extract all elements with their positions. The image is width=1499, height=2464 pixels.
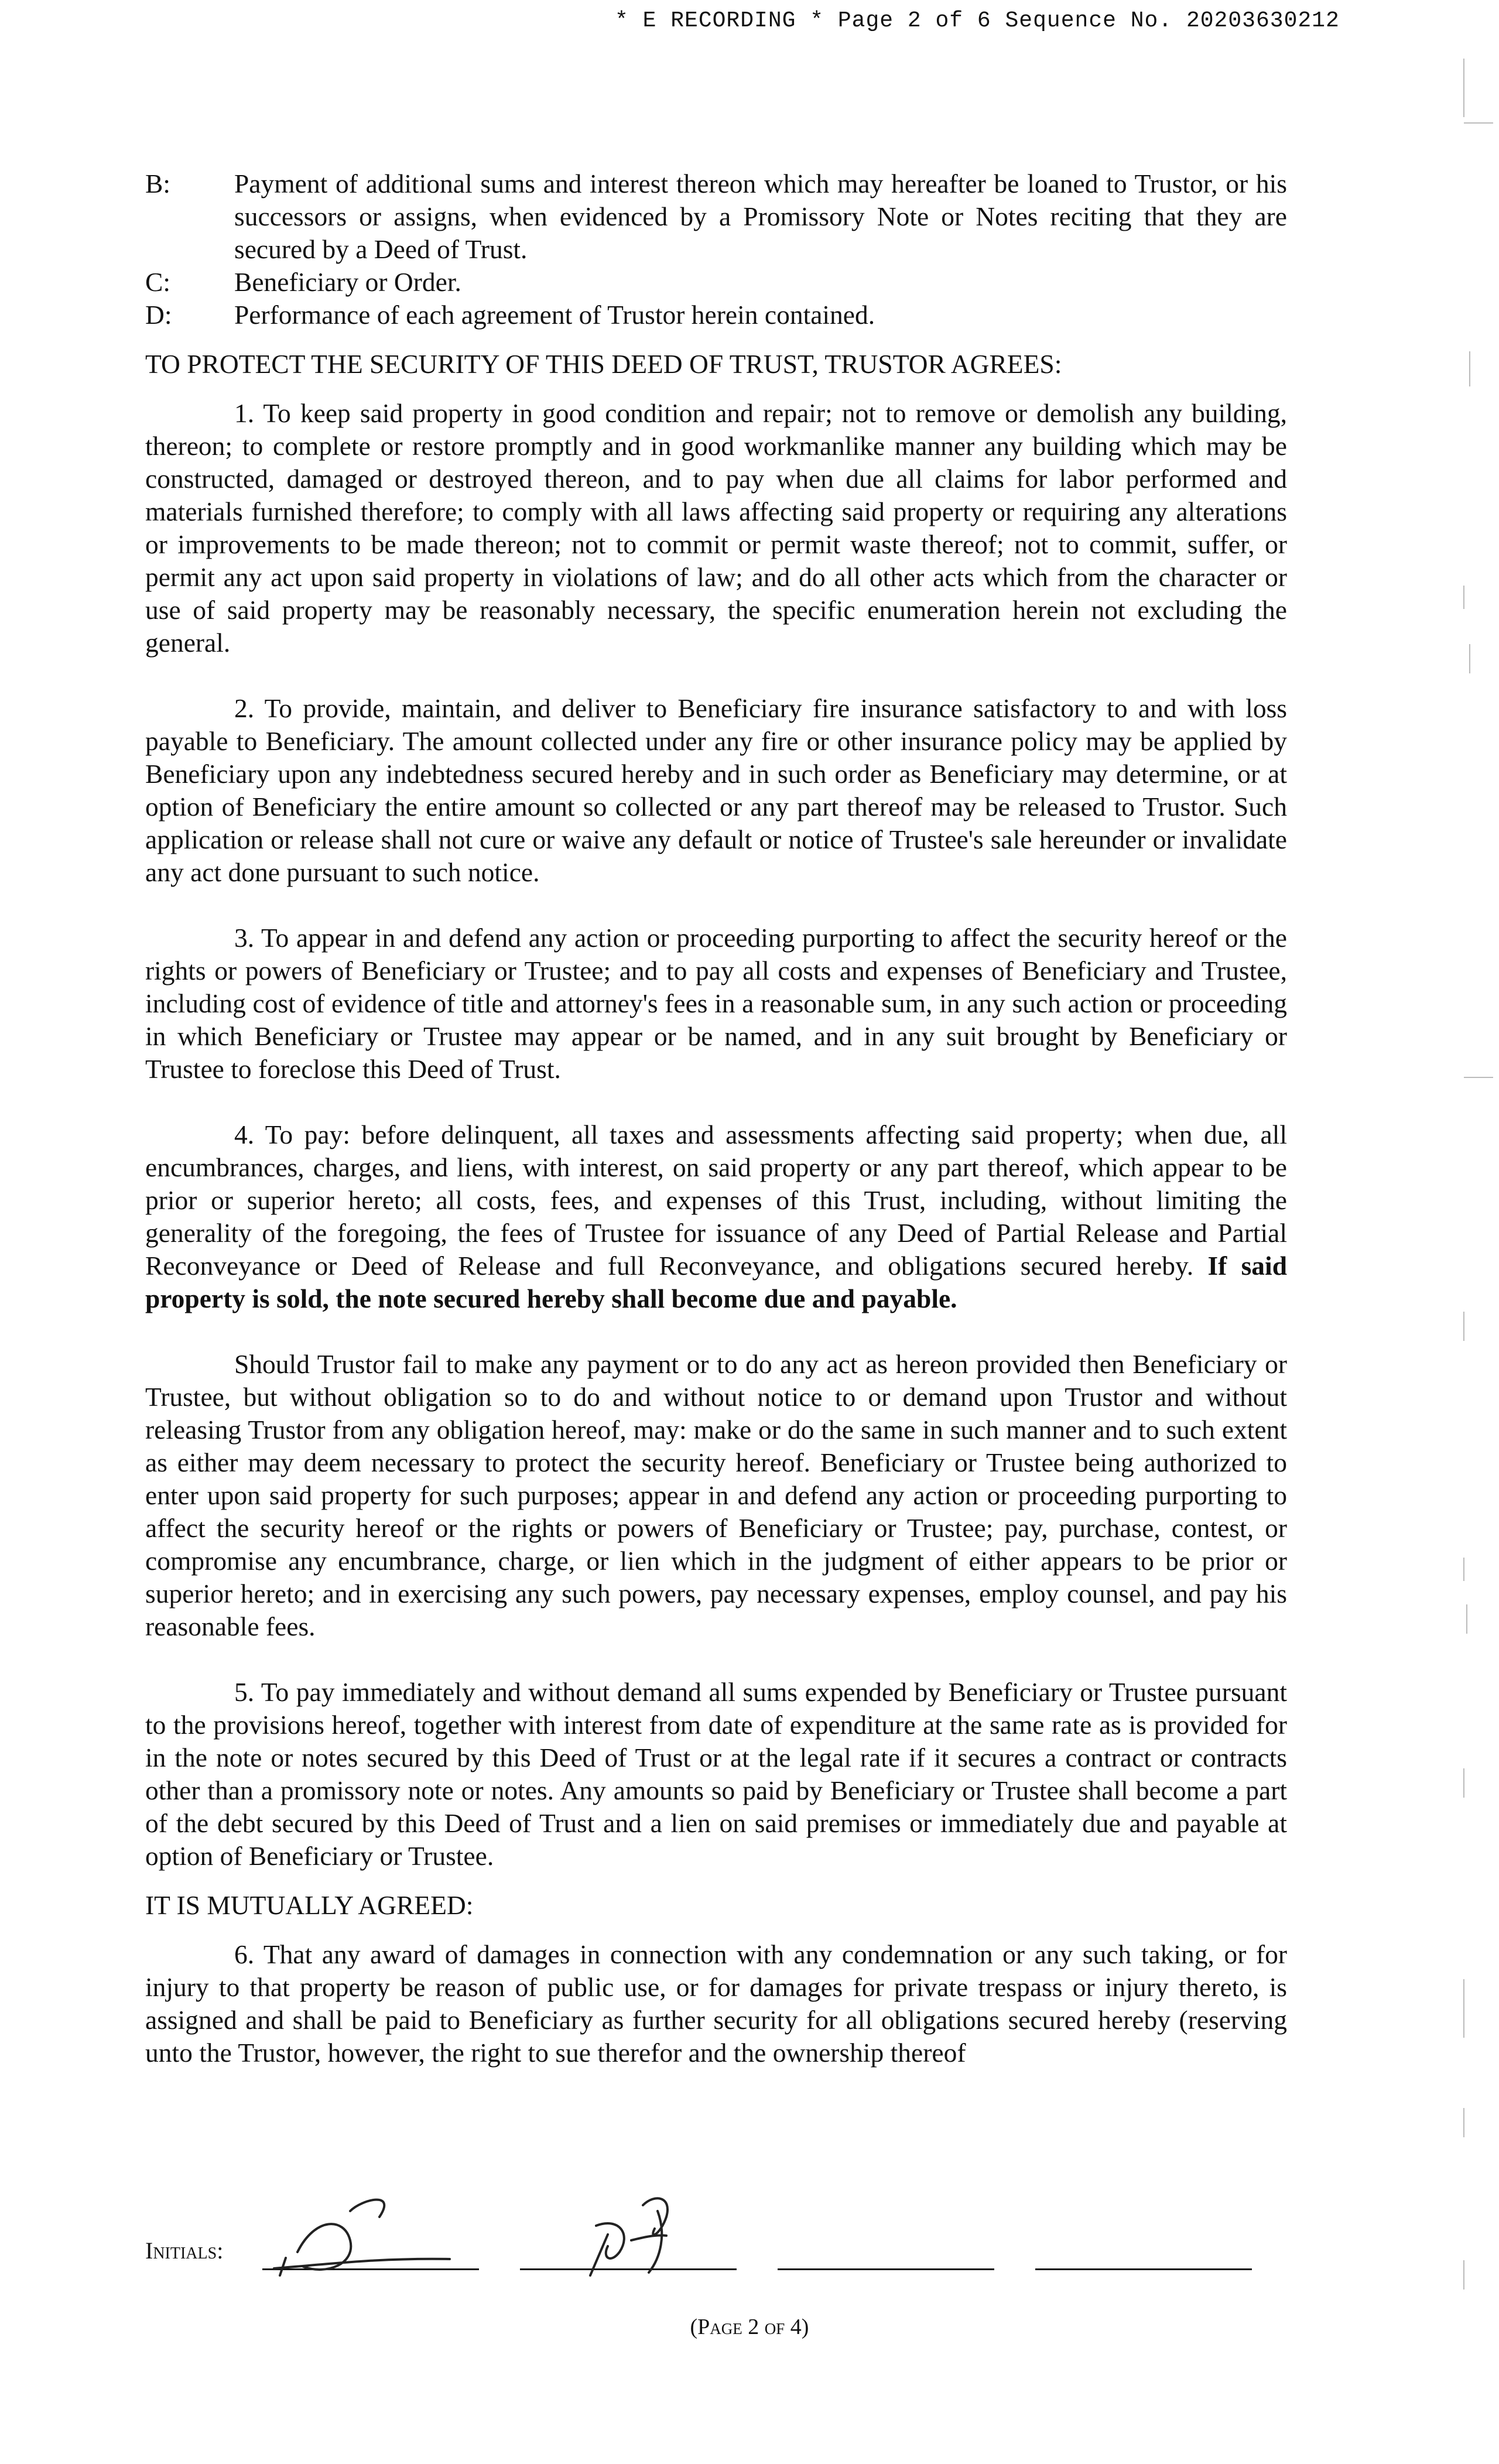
list-item-c (145, 266, 1287, 299)
initials-line-3 (778, 2268, 994, 2270)
paragraph-6: 6. That any award of damages in connection with any condemnation or any such taking, or for injury to that property be reason of public use, or for damages for private trespass or injury thereto, is assigned and shall be paid to Beneficiary as further security for all obligations secured hereby (reserving unto the Trustor, however, the right to sue therefor and the ownership thereof (145, 1939, 1287, 2068)
margin-scan-marks (1429, 0, 1499, 2464)
paragraph-5: 5. To pay immediately and without demand all sums expended by Beneficiary or Trustee pursuant to the provisions hereof, together with interest from date of expenditure at the same rate as is provided for in the note or notes secured by this Deed of Trust or at the legal rate if it secures a contract or contracts other than a promissory note or notes. Any amounts so paid by Beneficiary or Trustee shall become a part of the debt secured by this Deed of Trust and a lien on said premises or immediately due and payable at option of Beneficiary or Trustee. (145, 1677, 1287, 1871)
paragraph-3: 3. To appear in and defend any action or proceeding purporting to affect the security hereof or the rights or powers of Beneficiary or Trustee; and to pay all costs and expenses of Beneficiary and Trustee, including cost of evidence of title and attorney's fees in a reasonable sum, in any such action or proceeding in which Beneficiary or Trustee may appear or be named, and in any suit brought by Beneficiary or Trustee to foreclose this Deed of Trust. (145, 923, 1287, 1084)
paragraph-4-text: 4. To pay: before delinquent, all taxes and assessments affecting said property; when due, all encumbrances, charges, and liens, with interest, on said property or any part thereof, which appear to be prior or superior hereto; all costs, fees, and expenses of this Trust, including, without limiting the generality of the foregoing, the fees of Trustee for issuance of any Deed of Partial Release and Partial Reconveyance or Deed of Release and full Reconveyance, and obligations secured hereby. (145, 1120, 1287, 1281)
page-footer: (Page 2 of 4) (690, 2315, 809, 2339)
list-label: D: (145, 300, 172, 330)
initials-signature-1 (262, 2193, 473, 2281)
initials-signature-2 (555, 2170, 731, 2281)
paragraph-4 (145, 1118, 1287, 1315)
list-text: Performance of each agreement of Trustor herein contained. (234, 300, 875, 330)
list-item-d (145, 299, 1287, 331)
recording-header: * E RECORDING * Page 2 of 6 Sequence No. 20203630212 (615, 8, 1340, 33)
paragraph-2: 2. To provide, maintain, and deliver to Beneficiary fire insurance satisfactory to and with loss payable to Beneficiary. The amount collected under any fire or other insurance policy may be applied by Beneficiary upon any indebtedness secured hereby and in such order as Beneficiary may determine, or at option of Beneficiary the entire amount so collected or any part thereof may be released to Trustor. Such application or release shall not cure or waive any default or notice of Trustee's sale hereunder or invalidate any act done pursuant to such notice. (145, 693, 1287, 887)
list-label: B: (145, 169, 170, 199)
list-label: C: (145, 267, 170, 297)
initials-label: Initials: (145, 2237, 224, 2264)
paragraph-1: 1. To keep said property in good condition and repair; not to remove or demolish any building, thereon; to complete or restore promptly and in good workmanlike manner any building which may be constructed, damaged or destroyed thereon, and to pay when due all claims for labor performed and materials furnished therefore; to comply with all laws affecting said property or requiring any alterations or improvements to be made thereon; not to commit or permit waste thereof; not to commit, suffer, or permit any act upon said property in violations of law; and do all other acts which from the character or use of said property may be reasonably necessary, the specific enumeration herein not excluding the general. (145, 398, 1287, 658)
document-body (145, 167, 1287, 2069)
list-text: Payment of additional sums and interest thereon which may hereafter be loaned to Trustor, or his successors or assigns, when evidenced by a Promissory Note or Notes reciting that they are secured by a Deed of Trust. (234, 169, 1287, 264)
initials-line-4 (1035, 2268, 1252, 2270)
paragraph-should: Should Trustor fail to make any payment or to do any act as hereon provided then Beneficiary or Trustee, but without obligation so to do and without notice to or demand upon Trustor and without releasing Trustor from any obligation hereof, may: make or do the same in such manner and to such extent as either may deem necessary to protect the security hereof. Beneficiary or Trustee being authorized to enter upon said property for such purposes; appear in and defend any action or proceeding purporting to affect the security hereof or the rights or powers of Beneficiary or Trustee; pay, purchase, contest, or compromise any encumbrance, charge, or lien which in the judgment of either appears to be prior or superior hereto; and in exercising any such powers, pay necessary expenses, employ counsel, and pay his reasonable fees. (145, 1349, 1287, 1641)
initials-section (145, 2211, 1316, 2281)
heading-protect-security: TO PROTECT THE SECURITY OF THIS DEED OF TRUST, TRUSTOR AGREES: (145, 349, 1062, 379)
list-text: Beneficiary or Order. (234, 267, 461, 297)
list-item-b (145, 167, 1287, 266)
heading-mutually-agreed: IT IS MUTUALLY AGREED: (145, 1890, 474, 1920)
paragraph-4-bold: If said property is sold, the note secured hereby shall become due and payable. (145, 1251, 1288, 1313)
